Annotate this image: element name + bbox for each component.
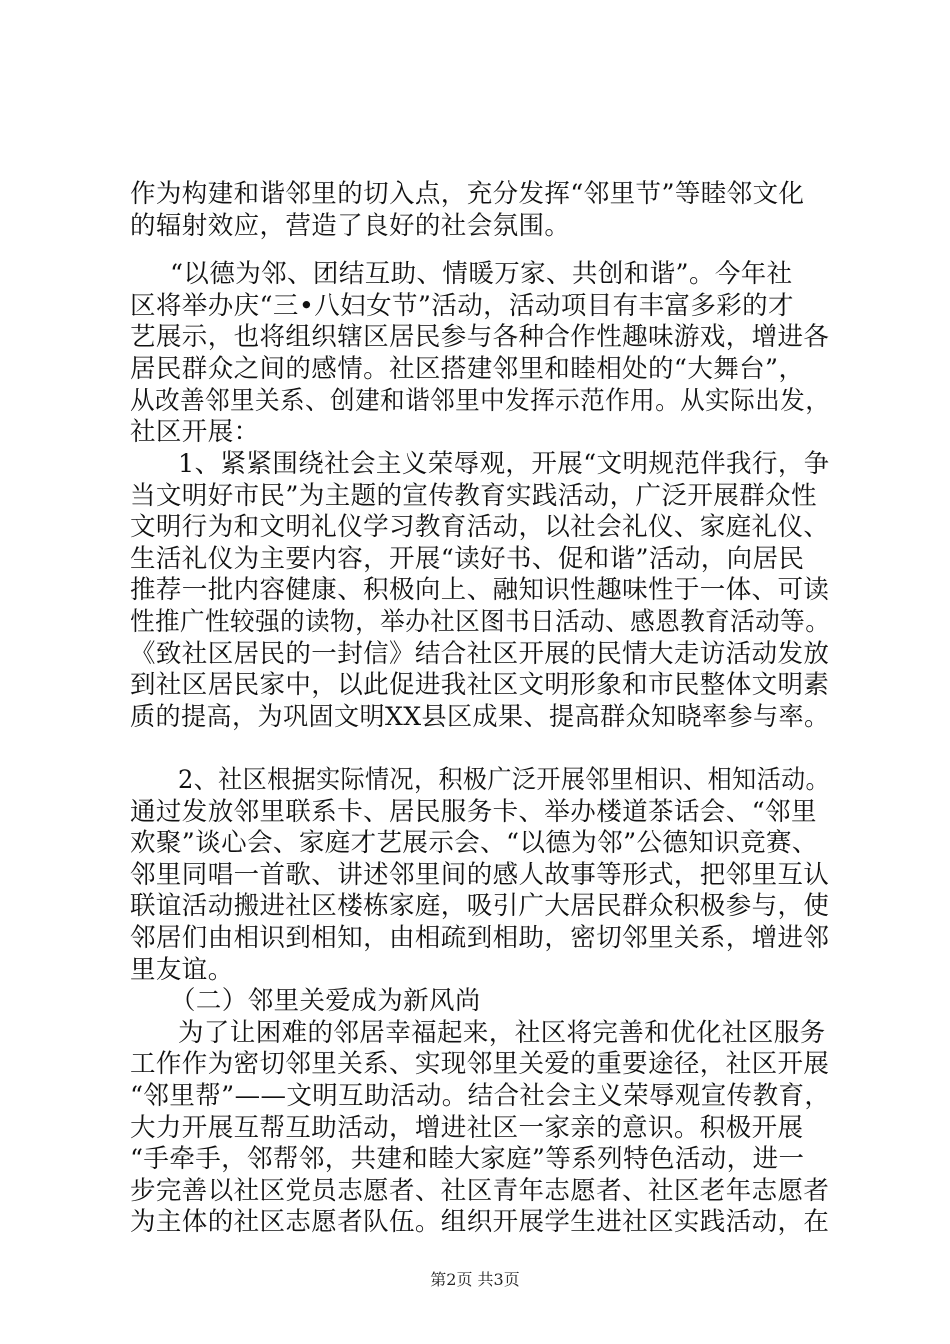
text-line: 文明行为和文明礼仪学习教育活动，以社会礼仪、家庭礼仪、: [130, 512, 830, 542]
text-line: 联谊活动搬进社区楼栋家庭，吸引广大居民群众积极参与，使: [130, 891, 830, 921]
text-line: 当文明好市民”为主题的宣传教育实践活动，广泛开展群众性: [130, 481, 817, 511]
text-line: 步完善以社区党员志愿者、社区青年志愿者、社区老年志愿者: [130, 1176, 830, 1206]
text-line: “以德为邻、团结互助、情暖万家、共创和谐”。今年社: [170, 259, 793, 289]
text-line: 为主体的社区志愿者队伍。组织开展学生进社区实践活动，在: [130, 1207, 830, 1237]
text-line: “邻里帮”——文明互助活动。结合社会主义荣辱观宣传教育，: [130, 1081, 831, 1111]
text-line: 里友谊。: [130, 955, 234, 985]
text-line: 邻里同唱一首歌、讲述邻里间的感人故事等形式，把邻里互认: [130, 860, 830, 890]
text-line: 区将举办庆“三•八妇女节”活动，活动项目有丰富多彩的才: [130, 291, 794, 321]
text-line: 质的提高，为巩固文明XX县区成果、提高群众知晓率参与率。: [130, 702, 830, 732]
text-line: 从改善邻里关系、创建和谐邻里中发挥示范作用。从实际出发，: [130, 386, 831, 416]
text-line: 到社区居民家中，以此促进我社区文明形象和市民整体文明素: [130, 670, 830, 700]
text-line: 艺展示，也将组织辖区居民参与各种合作性趣味游戏，增进各: [130, 322, 830, 352]
text-line: 性推广性较强的读物，举办社区图书日活动、感恩教育活动等。: [130, 607, 831, 637]
text-line: 2、社区根据实际情况，积极广泛开展邻里相识、相知活动。: [178, 765, 831, 795]
text-line: 欢聚”谈心会、家庭才艺展示会、“以德为邻”公德知识竞赛、: [130, 828, 818, 858]
text-line: 社区开展：: [130, 417, 260, 447]
text-line: “手牵手，邻帮邻，共建和睦大家庭”等系列特色活动，进一: [130, 1144, 805, 1174]
page-number-footer: 第2页 共3页: [430, 1270, 520, 1289]
text-line: 生活礼仪为主要内容，开展“读好书、促和谐”活动，向居民: [130, 544, 805, 574]
text-line: 通过发放邻里联系卡、居民服务卡、举办楼道茶话会、“邻里: [130, 797, 817, 827]
text-line: 大力开展互帮互助活动，增进社区一家亲的意识。积极开展: [130, 1113, 804, 1143]
text-line: 的辐射效应，营造了良好的社会氛围。: [130, 211, 571, 241]
text-line: 作为构建和谐邻里的切入点，充分发挥“邻里节”等睦邻文化: [130, 179, 805, 209]
text-line: 推荐一批内容健康、积极向上、融知识性趣味性于一体、可读: [130, 575, 830, 605]
section-heading: （二）邻里关爱成为新风尚: [170, 986, 481, 1016]
text-line: 1、紧紧围绕社会主义荣辱观，开展“文明规范伴我行，争: [178, 449, 830, 479]
text-line: 为了让困难的邻居幸福起来，社区将完善和优化社区服务: [178, 1018, 826, 1048]
text-line: 邻居们由相识到相知，由相疏到相助，密切邻里关系，增进邻: [130, 923, 830, 953]
text-line: 《致社区居民的一封信》结合社区开展的民情大走访活动发放: [130, 639, 830, 669]
text-line: 居民群众之间的感情。社区搭建邻里和睦相处的“大舞台”，: [130, 354, 805, 384]
text-line: 工作作为密切邻里关系、实现邻里关爱的重要途径，社区开展: [130, 1049, 830, 1079]
